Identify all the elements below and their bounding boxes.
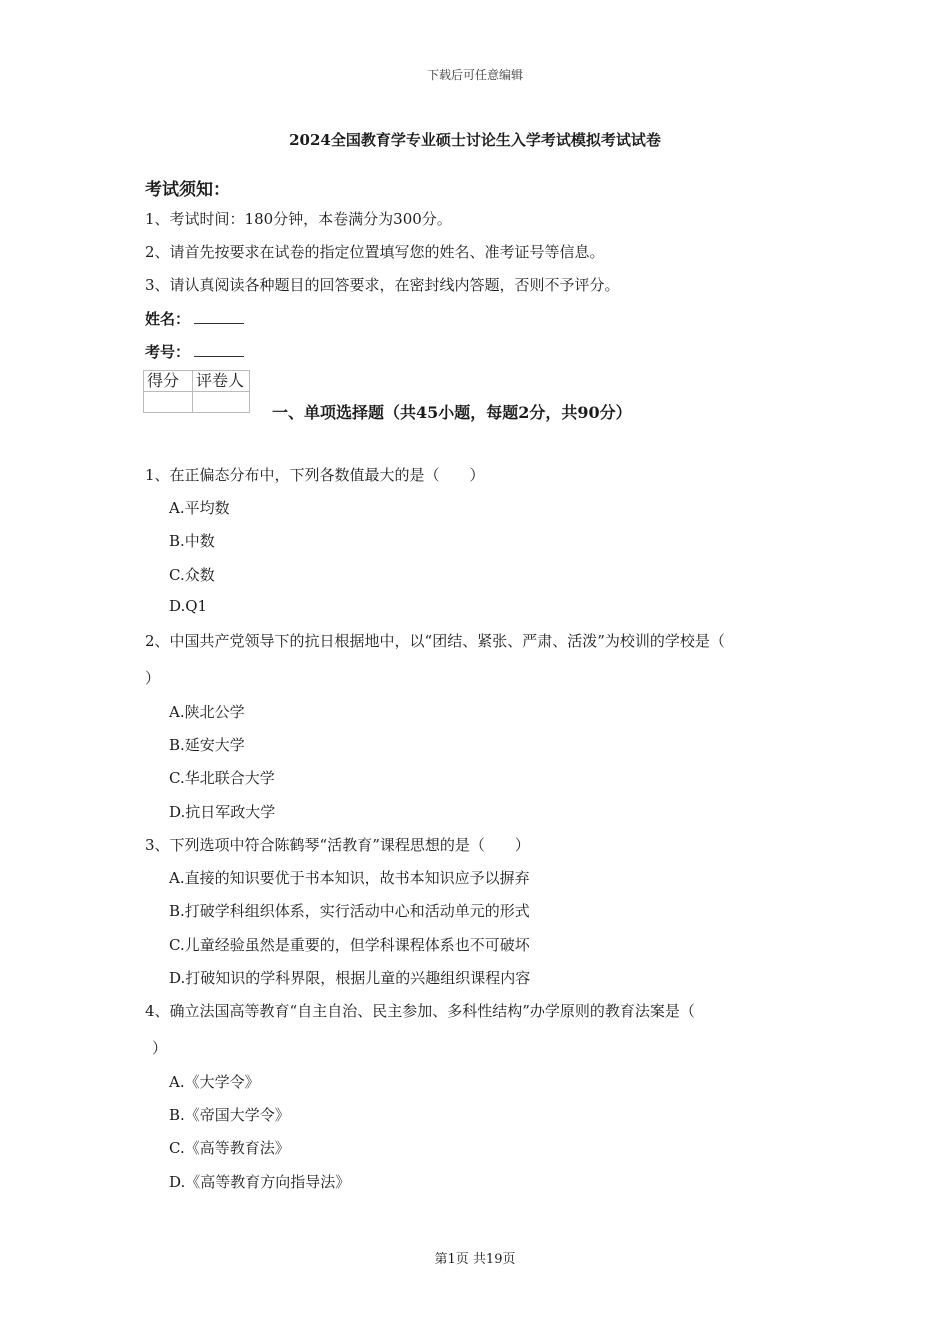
notice-item-1: 1、考试时间：180分钟，本卷满分为300分。 [145,210,452,228]
score-cell[interactable] [144,392,193,413]
question-2-option-a: A.陕北公学 [169,703,245,721]
question-2-option-d: D.抗日军政大学 [169,803,276,821]
header-note: 下载后可任意编辑 [426,68,523,82]
question-1-option-c: C.众数 [169,566,215,584]
question-2-stem: 2、中国共产党领导下的抗日根据地中，以“团结、紧张、严肃、活泼”为校训的学校是（ [145,632,725,650]
question-4-option-c: C.《高等教育法》 [169,1139,290,1157]
id-label: 考号： [145,343,191,361]
id-blank[interactable] [194,342,244,357]
notice-item-2: 2、请首先按要求在试卷的指定位置填写您的姓名、准考证号等信息。 [145,243,605,261]
question-2-stem-cont: ） [145,669,161,687]
exam-title: 2024全国教育学专业硕士讨论生入学考试模拟考试试卷 [289,131,661,149]
question-3-option-d: D.打破知识的学科界限，根据儿童的兴趣组织课程内容 [169,969,531,987]
question-2-option-c: C.华北联合大学 [169,769,275,787]
score-table [143,370,250,413]
question-4-option-a: A.《大学令》 [169,1073,260,1091]
question-1-option-a: A.平均数 [169,499,230,517]
grader-cell[interactable] [193,392,250,413]
page-footer: 第1页 共19页 [434,1252,516,1267]
question-1-stem: 1、在正偏态分布中，下列各数值最大的是（ ） [145,466,485,484]
name-row [145,308,244,329]
question-1-option-d: D.Q1 [169,597,208,615]
notice-heading: 考试须知： [145,180,230,200]
question-4-option-b: B.《帝国大学令》 [169,1106,290,1124]
question-3-stem: 3、下列选项中符合陈鹤琴“活教育”课程思想的是（ ） [145,836,530,854]
notice-item-3: 3、请认真阅读各种题目的回答要求，在密封线内答题，否则不予评分。 [145,276,620,294]
id-row [145,341,244,362]
question-4-stem: 4、确立法国高等教育“自主自治、民主参加、多科性结构”办学原则的教育法案是（ [145,1002,695,1020]
name-label: 姓名： [145,310,191,328]
grader-header: 评卷人 [193,371,250,392]
question-4-stem-cont: ） [152,1039,168,1057]
question-3-option-b: B.打破学科组织体系，实行活动中心和活动单元的形式 [169,902,530,920]
name-blank[interactable] [194,309,244,324]
question-4-option-d: D.《高等教育方向指导法》 [169,1173,351,1191]
section-title: 一、单项选择题（共45小题，每题2分，共90分） [272,403,632,422]
question-3-option-c: C.儿童经验虽然是重要的，但学科课程体系也不可破坏 [169,936,530,954]
question-1-option-b: B.中数 [169,532,215,550]
question-2-option-b: B.延安大学 [169,736,245,754]
score-header: 得分 [144,371,193,392]
question-3-option-a: A.直接的知识要优于书本知识，故书本知识应予以摒弃 [169,869,530,887]
